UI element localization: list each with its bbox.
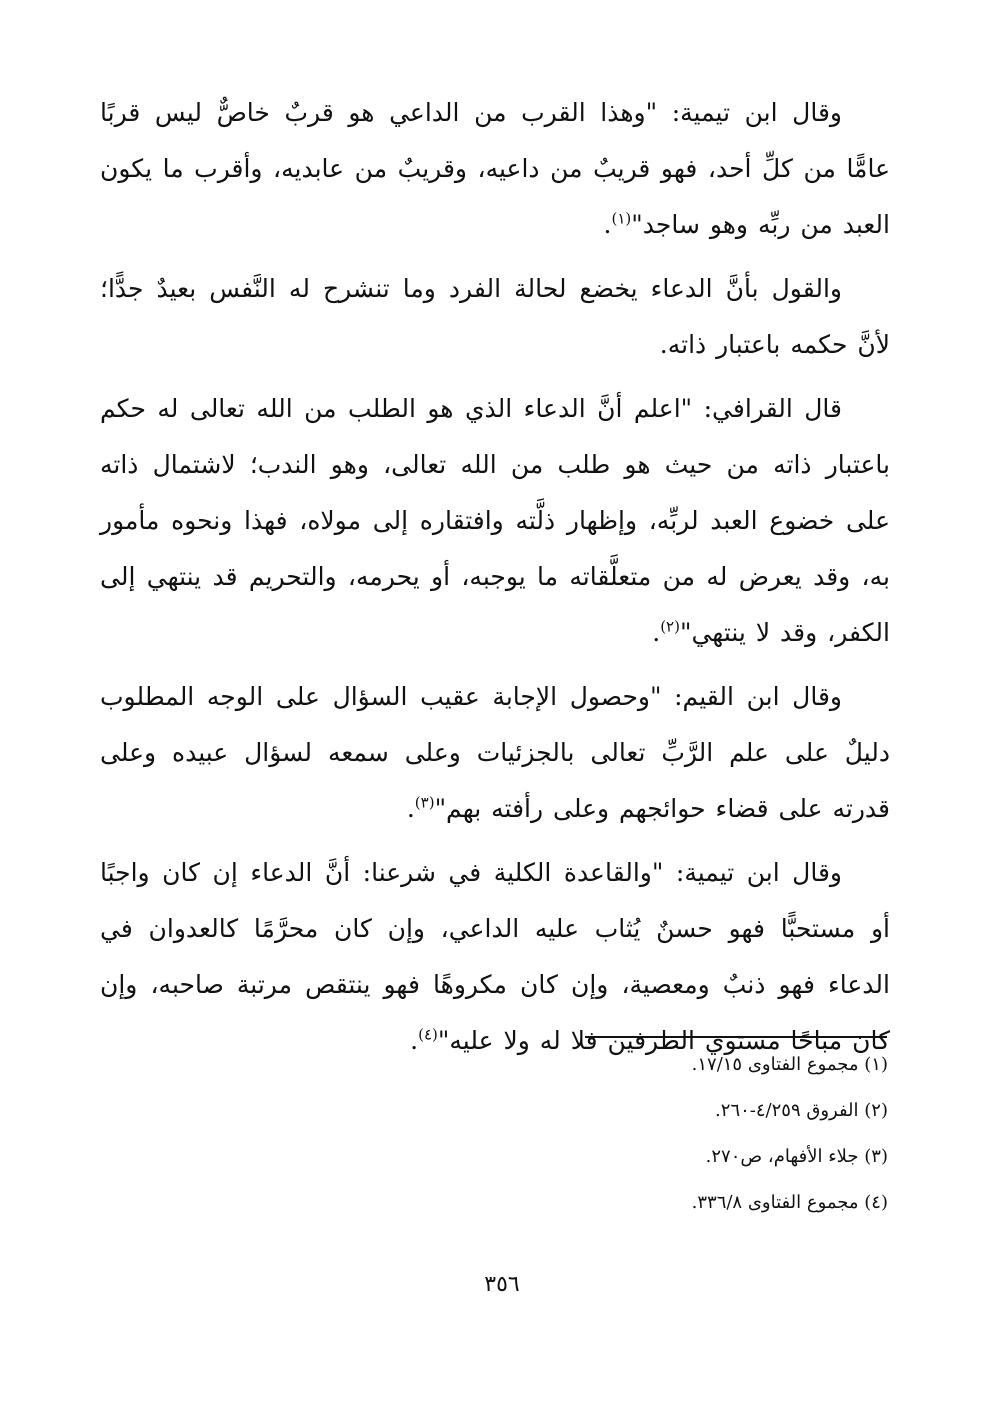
paragraph-tail: . <box>406 794 415 823</box>
page-number: ٣٥٦ <box>484 1272 520 1297</box>
footnote-divider <box>585 1036 887 1038</box>
footnote-item: (٢) الفروق ٤/٢٥٩-٢٦٠. <box>715 1100 888 1121</box>
footnote-item: (١) مجموع الفتاوى ١٧/١٥. <box>691 1054 888 1075</box>
paragraph-text: وقال ابن تيمية: "وهذا القرب من الداعي هو قربٌ خاصٌّ ليس قربًا عامًّا من كلِّ أحد، فهو قريبٌ من داعيه، وقريبٌ من عابديه، وأقرب ما يكون العبد من ربِّه وهو ساجد" <box>100 98 890 239</box>
paragraph-text: والقول بأنَّ الدعاء يخضع لحالة الفرد وما تنشرح له النَّفس بعيدٌ جدًّا؛ لأنَّ حكمه باعتبار ذاته. <box>100 274 890 359</box>
paragraph-text: وقال ابن القيم: "وحصول الإجابة عقيب السؤال على الوجه المطلوب دليلٌ على علم الرَّبِّ تعالى بالجزئيات وعلى سمعه لسؤال عبيده وعلى قدرته على قضاء حوائجهم وعلى رأفته بهم" <box>100 682 890 823</box>
paragraph <box>100 85 890 253</box>
footnote-item: (٣) جلاء الأفهام، ص٢٧٠. <box>705 1146 888 1167</box>
paragraph <box>100 381 890 661</box>
paragraph-text: قال القرافي: "اعلم أنَّ الدعاء الذي هو الطلب من الله تعالى له حكم باعتبار ذاته من حيث هو طلب من الله تعالى، وهو الندب؛ لاشتمال ذاته على خضوع العبد لربِّه، وإظهار ذلَّته وافتقاره إلى مولاه، فهذا ونحوه مأمور به، وقد يعرض له من متعلَّقاته ما يوجبه، أو يحرمه، والتحريم قد ينتهي إلى الكفر، وقد لا ينتهي" <box>100 394 890 647</box>
paragraph <box>100 669 890 837</box>
paragraph-text: وقال ابن تيمية: "والقاعدة الكلية في شرعنا: أنَّ الدعاء إن كان واجبًا أو مستحبًّا فهو حسنٌ يُثاب عليه الداعي، وإن كان محرَّمًا كالعدوان في الدعاء فهو ذنبٌ ومعصية، وإن كان مكروهًا فهو ينتقص مرتبة صاحبه، وإن كان مباحًا مستوي الطرفين فلا له ولا عليه" <box>100 858 890 1055</box>
paragraph-tail: . <box>652 618 661 647</box>
footnotes-list <box>480 1042 888 1226</box>
paragraph-tail: . <box>410 1026 419 1055</box>
paragraph <box>100 261 890 373</box>
page-body <box>100 85 890 1077</box>
paragraph-tail: . <box>603 210 612 239</box>
footnote-reference: (٣) <box>414 793 435 812</box>
footnote-reference: (١) <box>611 209 632 228</box>
footnote-reference: (٤) <box>418 1025 438 1044</box>
footnote-reference: (٢) <box>660 617 680 636</box>
footnote-item: (٤) مجموع الفتاوى ٣٣٦/٨. <box>691 1192 888 1213</box>
